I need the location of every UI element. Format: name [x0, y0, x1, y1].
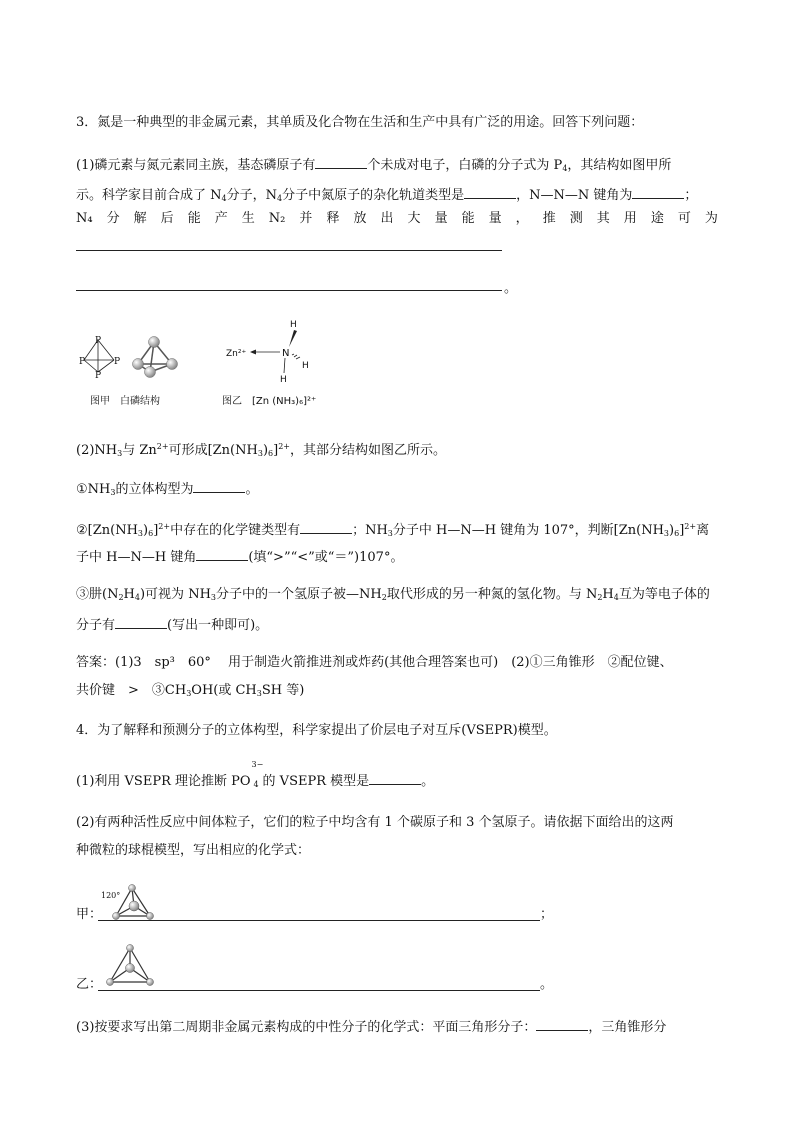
text: ①NH [76, 482, 111, 497]
text: SH 等) [261, 683, 305, 698]
word: 量 [488, 211, 502, 226]
q3-part2-3-line2 [76, 614, 268, 635]
superscript: 2+ [158, 522, 171, 531]
subscript: 4 [253, 780, 259, 789]
text: ，其结构如图甲所 [567, 158, 672, 173]
word: 并 [299, 211, 313, 226]
word: 能 [461, 211, 475, 226]
subscript: 4 [613, 593, 619, 602]
q4-part3 [76, 1016, 666, 1037]
ion-label: Zn²⁺ [226, 349, 247, 359]
q3-part2-2-line2 [76, 546, 403, 567]
ion-charge [251, 760, 264, 789]
q4-jia-label: 甲： [76, 907, 103, 922]
text: 分子有 [76, 618, 116, 633]
answer-blank-isoelectronic[interactable] [115, 614, 167, 629]
text: (3)按要求写出第二周期非金属元素构成的中性分子的化学式：平面三角形分子： [76, 1020, 537, 1035]
text: ] [679, 523, 685, 538]
figure-model-yi [102, 942, 158, 988]
q3-part2-1 [76, 478, 259, 502]
subscript: 4 [277, 194, 283, 203]
atom-label: N [282, 348, 290, 359]
angle-label: 120° [101, 891, 121, 900]
word: 可 [677, 211, 691, 226]
word: N₄ [76, 211, 93, 226]
q4-stem: 4．为了解释和预测分子的立体构型，科学家提出了价层电子对互斥(VSEPR)模型。 [76, 723, 557, 738]
text: 分子，N [226, 188, 277, 203]
text: (1)利用 VSEPR 理论推断 PO [76, 774, 251, 789]
q3-part2-3-line1 [76, 586, 710, 607]
text: 中存在的化学键类型有 [170, 523, 301, 538]
text: 子中 H—N—H 键角 [76, 550, 197, 565]
figure-zn-ammine [222, 316, 332, 388]
text: OH(或 CH [191, 683, 257, 698]
q4-yi-label: 乙： [76, 977, 103, 992]
word: 其 [596, 211, 610, 226]
word: 产 [214, 211, 228, 226]
answer-blank-angle-compare[interactable] [196, 546, 248, 561]
superscript: 2+ [156, 442, 169, 451]
text: )可视为 NH [139, 587, 211, 602]
word: 生 [241, 211, 255, 226]
word: 能 [187, 211, 201, 226]
text: ；NH [352, 523, 388, 538]
atom-label: H [280, 375, 287, 385]
subscript: 2 [381, 593, 387, 602]
text: 与 Zn [122, 443, 157, 458]
superscript: 2+ [278, 442, 290, 451]
figure-white-phosphorus [76, 334, 186, 390]
subscript: 4 [562, 164, 568, 173]
text: ②[Zn(NH [76, 523, 138, 538]
subscript: 3 [663, 529, 670, 538]
answer-blank-hybridization[interactable] [464, 184, 516, 199]
text: H [602, 587, 614, 602]
superscript: 2+ [684, 522, 697, 531]
word: 后 [160, 211, 174, 226]
text: (2)NH [76, 443, 118, 458]
word: 为 [704, 211, 718, 226]
subscript: 6 [674, 529, 680, 538]
text: 个未成对电子，白磷的分子式为 P [367, 158, 563, 173]
subscript: 3 [186, 689, 192, 698]
atom-label: P [95, 336, 102, 346]
subscript: 3 [117, 449, 123, 458]
word: 推 [542, 211, 556, 226]
text: 分子中的一个氢原子被—NH [216, 587, 382, 602]
q4-part1 [76, 760, 435, 791]
subscript: 4 [221, 194, 227, 203]
subscript: 6 [268, 449, 274, 458]
text: ； [684, 188, 698, 203]
subscript: 3 [257, 449, 263, 458]
word: 分 [106, 211, 120, 226]
word: N₂ [268, 211, 286, 226]
semicolon: ； [540, 907, 554, 922]
answer-blank-shape[interactable] [193, 478, 245, 493]
atom-label: P [114, 357, 121, 367]
period: 。 [540, 977, 554, 992]
text: (填“>”“<”或“＝”)107°。 [248, 550, 404, 565]
answer-blank-bond-angle[interactable] [632, 184, 684, 199]
word: 途 [650, 211, 664, 226]
answer-blank-vsepr[interactable] [369, 770, 421, 785]
q4-part2-line1: (2)有两种活性反应中间体粒子，它们的粒子中均含有 1 个碳原子和 3 个氢原子。请依据下面给出的这两 [76, 815, 674, 830]
word: 放 [353, 211, 367, 226]
text: ，N—N—N 键角为 [516, 188, 633, 203]
figure-jia-caption: 图甲 白磷结构 [90, 396, 160, 407]
atom-label: P [79, 357, 86, 367]
q3-part1-line3 [76, 210, 718, 228]
text: ③肼(N [76, 587, 119, 602]
answer-line-use-2[interactable] [76, 290, 502, 291]
figure-model-jia [100, 880, 160, 922]
text: 共价键 > ③CH [76, 683, 187, 698]
q3-part2-intro: $(2)NH_3$与 $Zn^{2+}$可形成$[Zn(NH_3)_6]^{2+}$，其部分结构如图乙所示。 [76, 442, 446, 458]
word: 出 [380, 211, 394, 226]
subscript: 2 [118, 593, 124, 602]
subscript: 3 [256, 689, 262, 698]
subscript: 3 [210, 593, 216, 602]
figure-yi-caption: 图乙 [Zn (NH₃)₆]²⁺ [222, 396, 317, 407]
text: 取代形成的另一种氮的氢化物。与 N [386, 587, 598, 602]
text: 可形成[Zn(NH [168, 443, 258, 458]
superscript: 3− [251, 760, 264, 769]
text: 的 VSEPR 模型是 [262, 774, 370, 789]
text: (写出一种即可)。 [167, 618, 269, 633]
subscript: 3 [387, 529, 393, 538]
q3-part1-line2 [76, 184, 697, 208]
subscript: 2 [597, 593, 603, 602]
text: 离 [696, 523, 710, 538]
subscript: 3 [110, 488, 116, 497]
subscript: 6 [148, 529, 154, 538]
text: (1)磷元素与氮元素同主族，基态磷原子有 [76, 158, 316, 173]
subscript: 4 [134, 593, 140, 602]
text: ，三角锥形分 [588, 1020, 667, 1035]
word: 用 [623, 211, 637, 226]
word: 大 [407, 211, 421, 226]
word: 释 [326, 211, 340, 226]
answer-line-2 [76, 682, 304, 703]
answer-line-yi[interactable] [98, 990, 540, 991]
atom-label: P [95, 371, 102, 381]
text: ] [153, 523, 159, 538]
answer-line-1: 答案：(1)3 sp³ 60° 用于制造火箭推进剂或炸药(其他合理答案也可) (2)①三角锥形 ②配位键、 [76, 655, 673, 670]
text: ] [273, 443, 279, 458]
text: H [123, 587, 135, 602]
atom-label: H [302, 361, 309, 371]
answer-line-use-1[interactable] [76, 250, 502, 251]
word: ， [515, 211, 529, 226]
answer-blank-trigonal-planar[interactable] [536, 1016, 588, 1031]
period: 。 [504, 281, 518, 296]
subscript: 3 [137, 529, 144, 538]
text: 。 [421, 774, 435, 789]
answer-line-jia[interactable] [98, 920, 540, 921]
answer-blank-bond-types[interactable] [300, 519, 352, 534]
text: 的立体构型为 [115, 482, 194, 497]
word: 解 [133, 211, 147, 226]
word: 测 [569, 211, 583, 226]
text: 分子中 H—N—H 键角为 107°，判断[Zn(NH [392, 523, 664, 538]
text: 示。科学家目前合成了 N [76, 188, 222, 203]
atom-label: H [290, 320, 297, 330]
text: 分子中氮原子的杂化轨道类型是 [282, 188, 465, 203]
text: ，其部分结构如图乙所示。 [289, 443, 446, 458]
word: 量 [434, 211, 448, 226]
q3-stem: 3．氮是一种典型的非金属元素，其单质及化合物在生活和生产中具有广泛的用途。回答下列问题： [76, 115, 644, 130]
q4-part2-line2: 种微粒的球棍模型，写出相应的化学式： [76, 843, 311, 858]
answer-blank-unpaired-electrons[interactable] [315, 154, 367, 169]
text: 。 [245, 482, 259, 497]
q3-part2-2-line1: $②[Zn(NH_3)_6]^{2+}$中存在的化学键类型有 ；$NH_3$分子中 H—N—H 键角为 107°，判断$[Zn(NH_3)_6]^{2+}$离 [76, 518, 709, 543]
q3-part1-line1 [76, 154, 671, 178]
text: 互为等电子体的 [618, 587, 710, 602]
